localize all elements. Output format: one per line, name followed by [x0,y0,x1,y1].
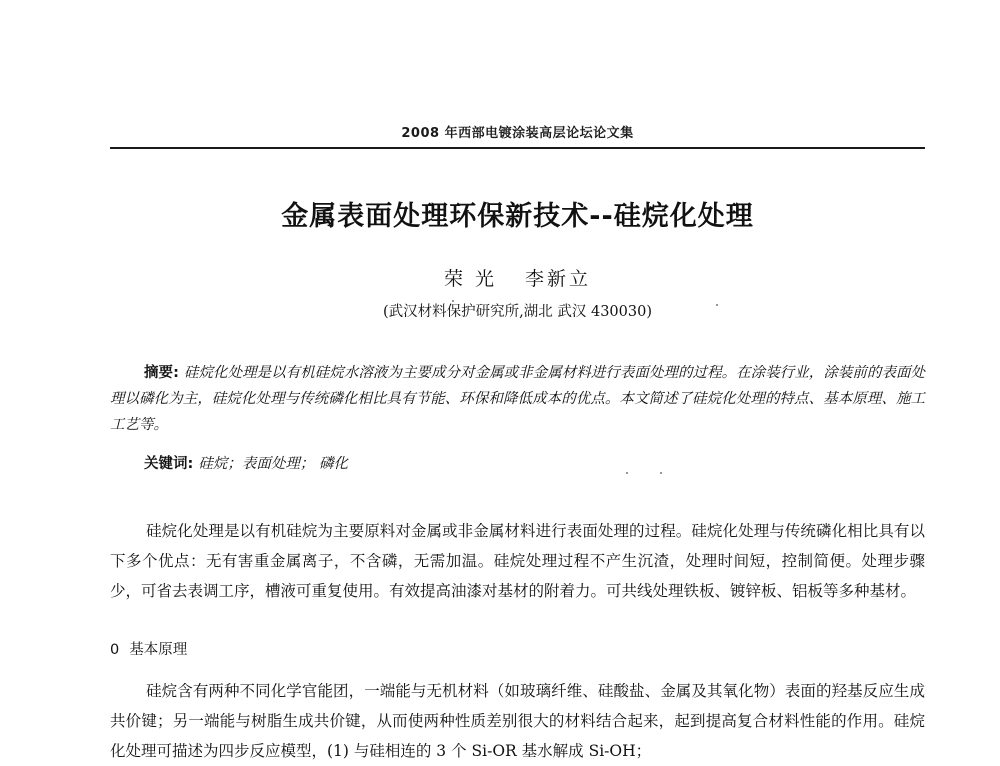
scan-speck [452,300,454,302]
section-heading [110,638,187,659]
scan-speck [626,472,628,474]
principle-paragraph [110,676,925,766]
author-2: 李新立 [525,268,592,290]
abstract-text: 硅烷化处理是以有机硅烷水溶液为主要成分对金属或非金属材料进行表面处理的过程。在涂装行业，涂装前的表面处理以磷化为主，硅烷化处理与传统磷化相比具有节能、环保和降低成本的优点。本文简述了硅烷化处理的特点、基本原理、施工工艺等。 [110,365,925,433]
keywords-text: 硅烷；表面处理； 磷化 [198,456,348,472]
section-title: 基本原理 [129,642,188,658]
abstract: 摘要: 硅烷化处理是以有机硅烷水溶液为主要成分对金属或非金属材料进行表面处理的过程。在涂装行业，涂装前的表面处理以磷化为主，硅烷化处理与传统磷化相比具有节能、环保和降低成本的优点。本文简述了硅烷化处理的特点、基本原理、施工工艺等。 [110,365,925,433]
keywords-label: 关键词 [144,456,188,472]
principle-paragraph-text: 硅烷含有两种不同化学官能团，一端能与无机材料（如玻璃纤维、硅酸盐、金属及其氧化物）表面的羟基反应生成共价键；另一端能与树脂生成共价键，从而使两种性质差别很大的材料结合起来，起到提高复合材料性能的作用。硅烷化处理可描述为四步反应模型，(1) 与硅相连的 3 个 Si-OR 基水解成 Si-OH； [110,682,925,760]
section-number: 0 [110,642,120,658]
scan-speck [660,472,662,474]
intro-paragraph-text: 硅烷化处理是以有机硅烷为主要原料对金属或非金属材料进行表面处理的过程。硅烷化处理与传统磷化相比具有以下多个优点：无有害重金属离子，不含磷，无需加温。硅烷处理过程不产生沉渣，处理时间短，控制简便。处理步骤少，可省去表调工序，槽液可重复使用。有效提高油漆对基材的附着力。可共线处理铁板、镀锌板、铝板等多种基材。 [110,522,925,600]
abstract-label: 摘要 [144,365,174,381]
author-1: 荣 光 [443,268,498,290]
affiliation: (武汉材料保护研究所,湖北 武汉 430030) [383,304,652,320]
keywords: 关键词: 硅烷；表面处理； 磷化 [144,456,348,472]
paper-title: 金属表面处理环保新技术--硅烷化处理 [281,201,754,232]
running-header: 2008 年西部电镀涂装高层论坛论文集 [401,126,634,141]
authors [110,264,925,291]
header-rule [110,147,925,149]
intro-paragraph [110,516,925,606]
scan-speck [716,304,718,306]
